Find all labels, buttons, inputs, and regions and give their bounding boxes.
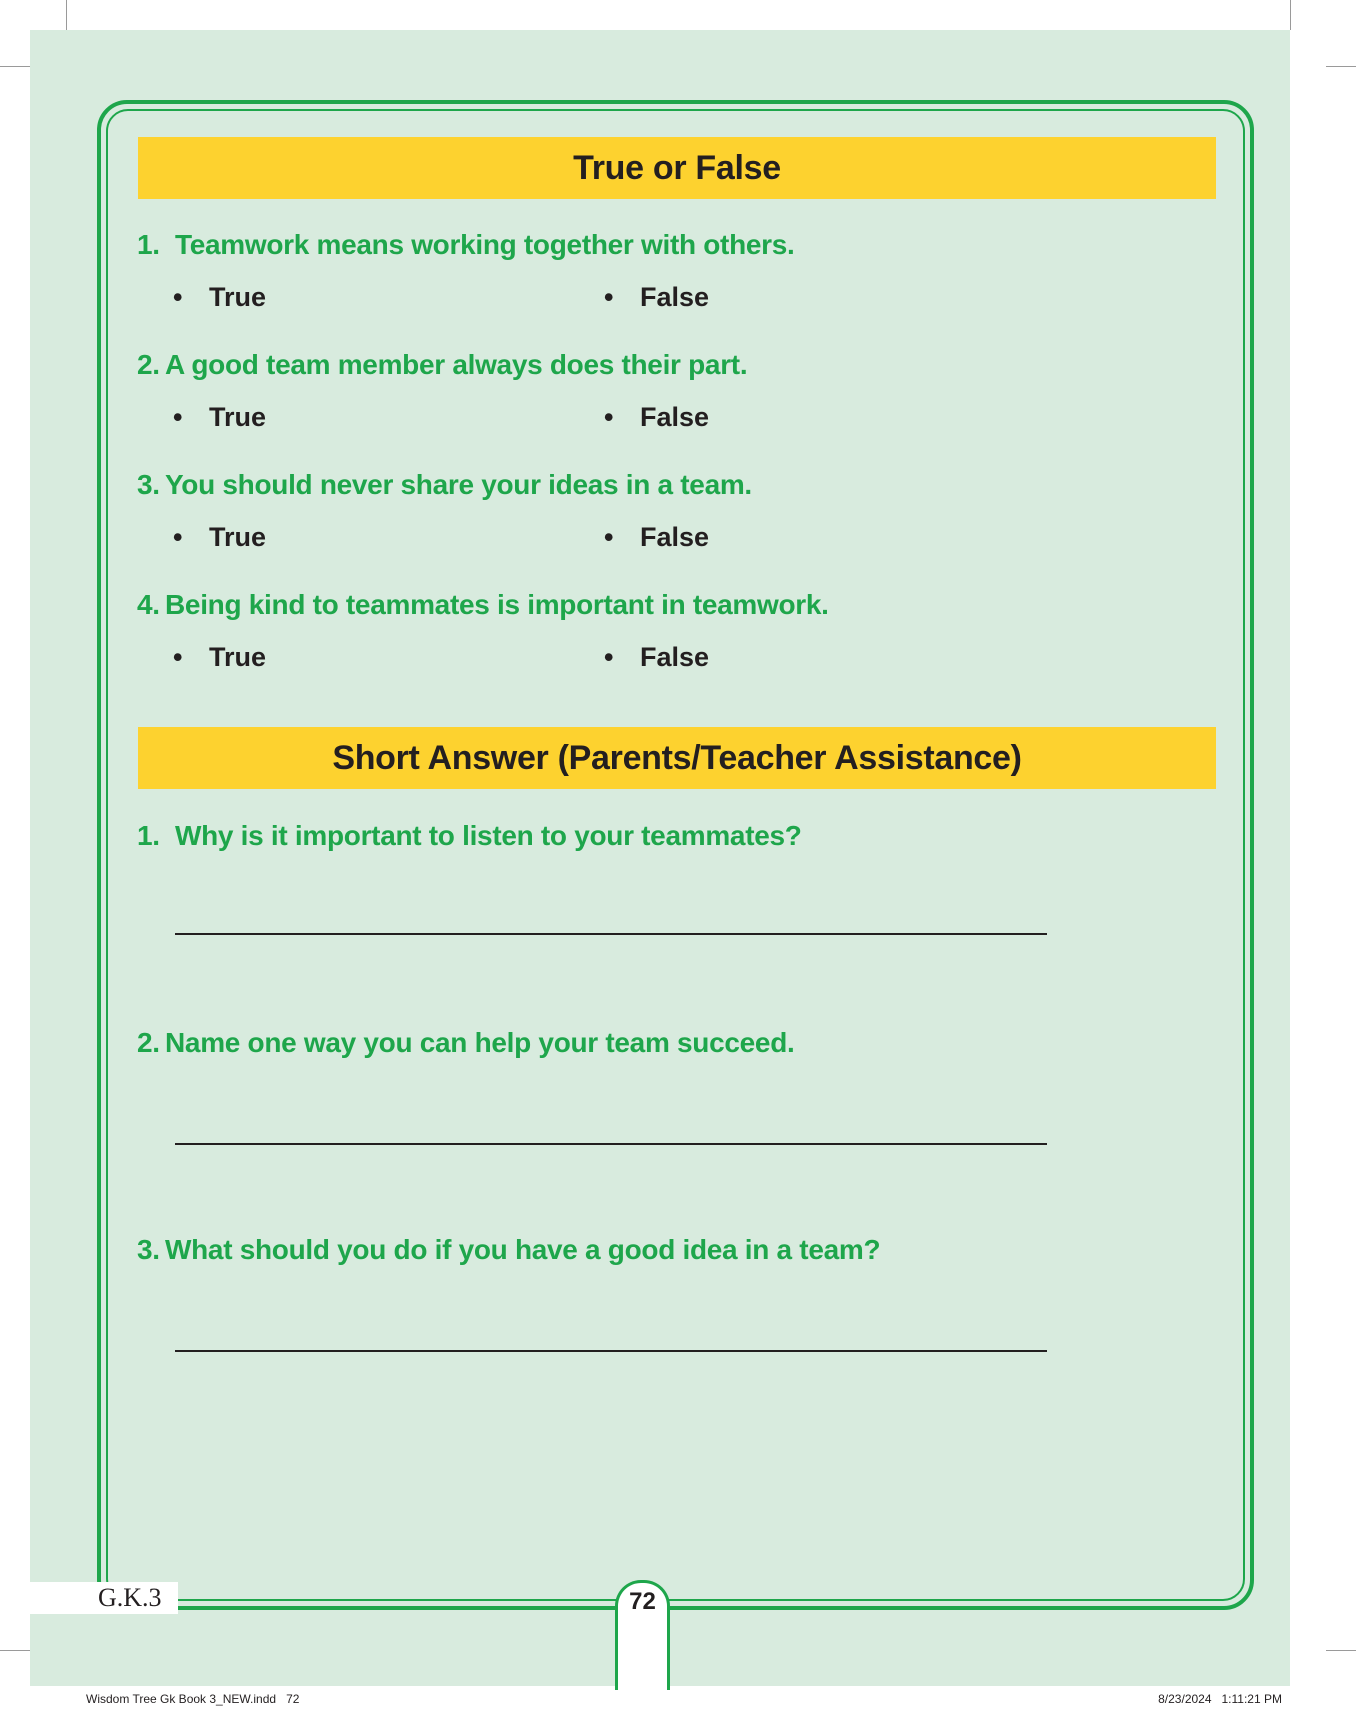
tf-option-true[interactable]: [173, 402, 266, 433]
true-false-heading: True or False: [138, 137, 1216, 199]
book-label: G.K.3: [30, 1582, 178, 1614]
question-number: 1.: [137, 229, 160, 260]
sa-question-1: [137, 820, 802, 852]
tf-question-1: [137, 229, 795, 261]
tf-option-true[interactable]: [173, 522, 266, 553]
tf-option-false[interactable]: [604, 402, 709, 433]
option-label: False: [640, 282, 710, 312]
option-label: False: [640, 402, 710, 432]
question-text: You should never share your ideas in a team.: [165, 469, 752, 500]
sa-question-2: [137, 1027, 794, 1059]
bullet-icon: •: [173, 402, 183, 432]
option-label: True: [209, 282, 267, 312]
crop-mark: [1290, 0, 1291, 30]
answer-line-2[interactable]: [175, 1143, 1047, 1145]
crop-mark: [0, 66, 30, 67]
question-text: What should you do if you have a good idea in a team?: [165, 1234, 881, 1265]
page-number: 72: [629, 1588, 656, 1615]
question-text: Teamwork means working together with others.: [175, 229, 795, 260]
bullet-icon: •: [173, 642, 183, 672]
question-number: 1.: [137, 820, 160, 851]
slug-timestamp: 8/23/2024 1:11:21 PM: [1158, 1692, 1282, 1706]
tf-question-4: [137, 589, 829, 621]
tf-option-true[interactable]: [173, 642, 266, 673]
crop-mark: [1326, 1650, 1356, 1651]
option-label: True: [209, 642, 267, 672]
tf-option-false[interactable]: [604, 522, 709, 553]
answer-line-1[interactable]: [175, 933, 1047, 935]
bullet-icon: •: [604, 642, 614, 672]
question-text: Name one way you can help your team succeed.: [165, 1027, 795, 1058]
bullet-icon: •: [604, 402, 614, 432]
question-number: 4.: [137, 589, 160, 620]
question-text: Why is it important to listen to your teammates?: [175, 820, 802, 851]
question-text: A good team member always does their part.: [165, 349, 748, 380]
slug-file-info: Wisdom Tree Gk Book 3_NEW.indd 72: [86, 1692, 300, 1706]
question-text: Being kind to teammates is important in teamwork.: [165, 589, 829, 620]
question-number: 2.: [137, 1027, 160, 1058]
tf-question-3: [137, 469, 752, 501]
short-answer-heading: Short Answer (Parents/Teacher Assistance): [138, 727, 1216, 789]
bullet-icon: •: [604, 522, 614, 552]
option-label: False: [640, 642, 710, 672]
bullet-icon: •: [604, 282, 614, 312]
tf-option-true[interactable]: [173, 282, 266, 313]
tf-question-2: [137, 349, 747, 381]
option-label: True: [209, 522, 267, 552]
question-number: 2.: [137, 349, 160, 380]
crop-mark: [66, 0, 67, 30]
sa-question-3: [137, 1234, 880, 1266]
crop-mark: [0, 1650, 30, 1651]
option-label: False: [640, 522, 710, 552]
bullet-icon: •: [173, 282, 183, 312]
question-number: 3.: [137, 1234, 160, 1265]
bullet-icon: •: [173, 522, 183, 552]
tf-option-false[interactable]: [604, 282, 709, 313]
option-label: True: [209, 402, 267, 432]
tf-option-false[interactable]: [604, 642, 709, 673]
answer-line-3[interactable]: [175, 1350, 1047, 1352]
page-frame-inner: [106, 109, 1245, 1601]
crop-mark: [1326, 66, 1356, 67]
question-number: 3.: [137, 469, 160, 500]
